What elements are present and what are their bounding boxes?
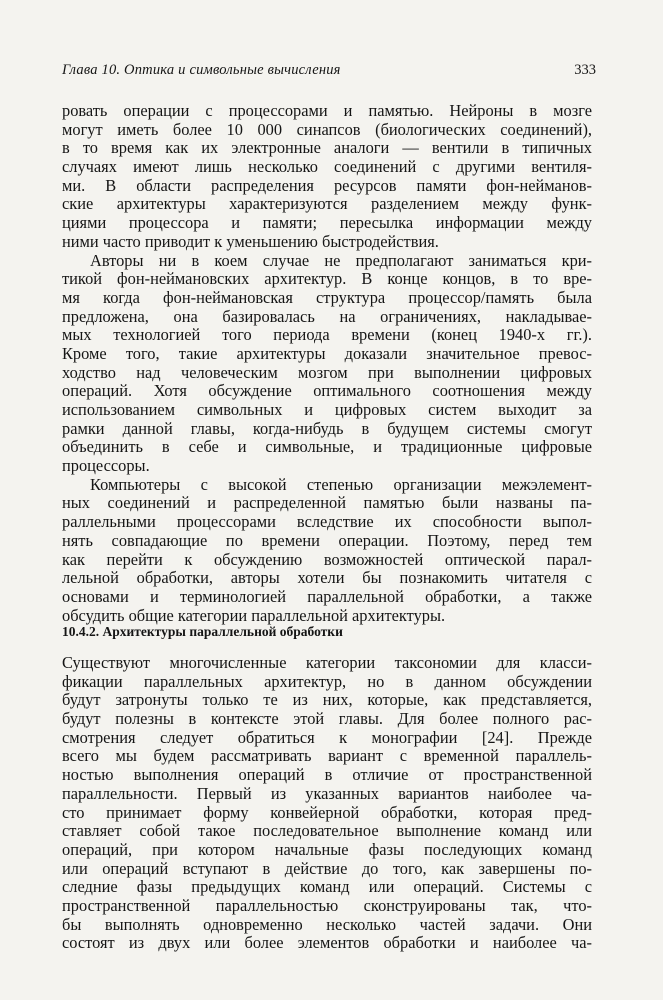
text-line: ных соединений и распределенной памятью были названы па-: [62, 493, 592, 513]
text-line: параллельности. Первый из указанных вариантов наиболее ча-: [62, 783, 592, 803]
text-line: как перейти к обсуждению возможностей оптической парал-: [62, 549, 592, 569]
text-line: обсудить общие категории параллельной архитектуры.: [62, 605, 446, 625]
text-line: Авторы ни в коем случае не предполагают заниматься кри-: [90, 250, 592, 270]
text-line: рамки данной главы, когда-нибудь в будущем системы смогут: [62, 418, 592, 438]
body-text-bottom: [62, 654, 592, 953]
text-line: основами и терминологией параллельной обработки, а также: [62, 586, 592, 606]
text-line: или операций вступают в действие до того, как завершены по-: [62, 858, 592, 878]
text-line: мя когда фон-неймановская структура процессор/память была: [62, 287, 592, 307]
text-line: объединить в себе и символьные, и традиционные цифровые: [62, 437, 592, 457]
text-line: ними часто приводит к уменьшению быстродействия.: [62, 231, 439, 251]
text-line: ностью выполнения операций в отличие от пространственной: [62, 765, 592, 785]
text-line: операций. Хотя обсуждение оптимального соотношения между: [62, 381, 592, 401]
text-line: операций, при котором начальные фазы последующих команд: [62, 839, 592, 859]
text-line: использованием символьных и цифровых систем выходит за: [62, 400, 592, 419]
text-line: сто принимает форму конвейерной обработки, которая пред-: [62, 802, 592, 822]
text-line: пространственной параллельностью сконструированы так, что-: [62, 895, 592, 915]
text-line: нять совпадающие по времени операции. Поэтому, перед тем: [62, 530, 592, 550]
section-heading: 10.4.2. Архитектуры параллельной обработки: [62, 624, 343, 639]
text-line: будут затронуты только те из них, которые, как представляется,: [62, 690, 592, 710]
text-line: предложена, она базировалась на ограничениях, накладывае-: [62, 306, 592, 326]
text-line: случаях имеют лишь несколько соединений с другими вентиля-: [62, 157, 592, 177]
text-line: мых технологией того периода времени (конец 1940-х гг.).: [62, 325, 592, 345]
text-line: могут иметь более 10 000 синапсов (биологических соединений),: [62, 119, 592, 139]
text-line: состоят из двух или более элементов обработки и наиболее ча-: [62, 933, 592, 953]
text-line: будут полезны в контексте этой главы. Для более полного рас-: [62, 709, 592, 729]
text-line: циями процессора и памяти; пересылка информации между: [62, 213, 592, 233]
text-line: тикой фон-неймановских архитектур. В конце концов, в то вре-: [62, 269, 592, 289]
text-line: всего мы будем рассматривать вариант с временной параллель-: [62, 746, 592, 766]
text-line: Кроме того, такие архитектуры доказали значительное превос-: [62, 343, 592, 363]
body-text-top: [62, 102, 592, 625]
text-line: ставляет собой такое последовательное выполнение команд или: [62, 821, 592, 841]
text-line: следние фазы предыдущих команд или операций. Системы с: [62, 877, 592, 897]
text-line: смотрения следует обратиться к монографии [24]. Прежде: [62, 727, 592, 747]
text-line: процессоры.: [62, 456, 150, 476]
text-line: фикации параллельных архитектур, но в данном обсуждении: [62, 671, 592, 691]
text-line: ми. В области распределения ресурсов памяти фон-нейманов-: [62, 175, 592, 195]
page-number: 333: [574, 62, 596, 78]
text-line: ровать операции с процессорами и памятью. Нейроны в мозге: [62, 101, 592, 120]
text-line: лельной обработки, авторы хотели бы познакомить читателя с: [62, 568, 592, 588]
text-line: раллельными процессорами вследствие их способности выпол-: [62, 512, 592, 532]
text-line: в то время как их электронные аналоги — вентили в типичных: [62, 138, 592, 158]
text-line: бы выполнять одновременно несколько частей задачи. Они: [62, 914, 592, 934]
text-line: Существуют многочисленные категории таксономии для класси-: [62, 653, 592, 672]
text-line: Компьютеры с высокой степенью организации межэлемент-: [90, 474, 592, 494]
chapter-title: Глава 10. Оптика и символьные вычисления: [62, 62, 341, 78]
running-header: [62, 62, 596, 79]
text-line: ходство над человеческим мозгом при выполнении цифровых: [62, 362, 592, 382]
text-line: ские архитектуры характеризуются разделением между функ-: [62, 194, 592, 214]
